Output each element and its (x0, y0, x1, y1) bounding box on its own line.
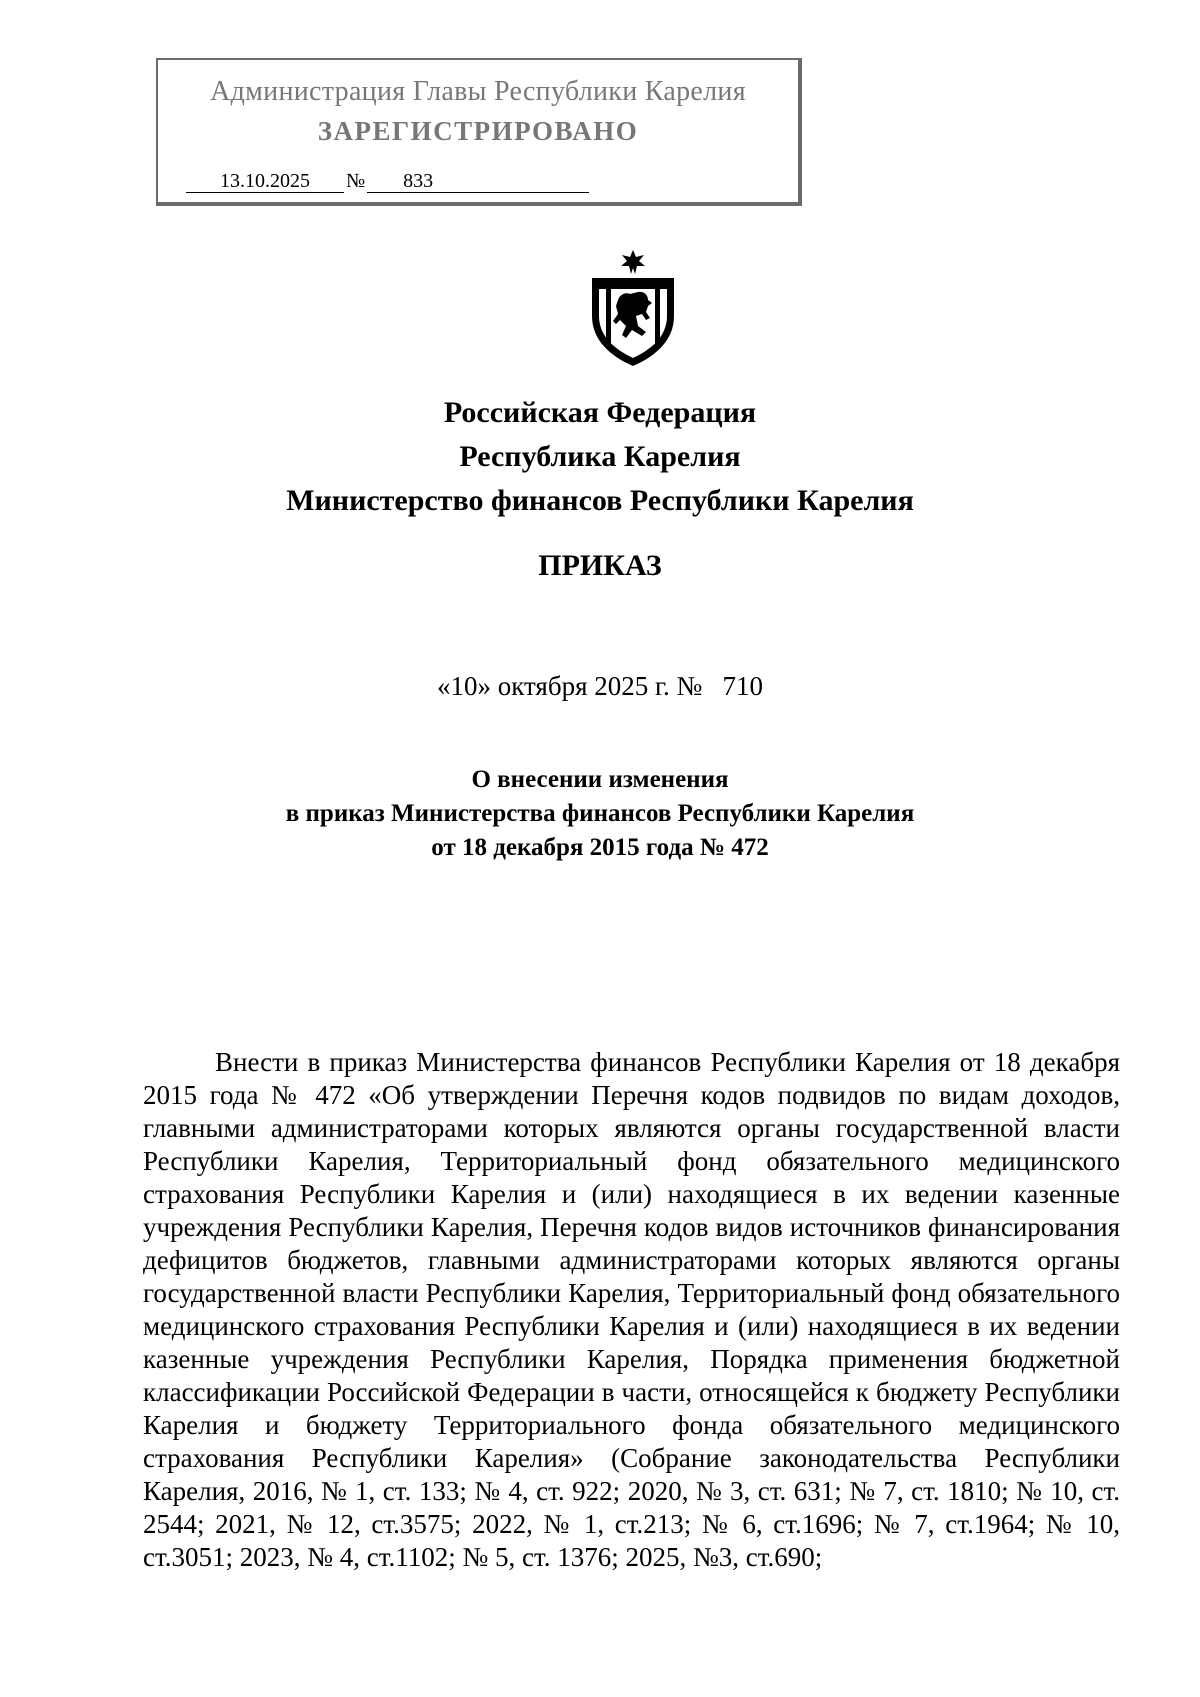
body-paragraph: Внести в приказ Министерства финансов Республики Карелия от 18 декабря 2015 года № 472 «Об утверждении Перечня кодов подвидов по видам доходов, главными администраторами которых являются органы государственной власти Республики Карелия, Территориальный фонд обязательного медицинского страхования Республики Карелия и (или) находящиеся в их ведении казенные учреждения Республики Карелия, Перечня кодов видов источников финансирования дефицитов бюджетов, главными администраторами которых являются органы государственной власти Республики Карелия, Территориальный фонд обязательного медицинского страхования Республики Карелия и (или) находящиеся в их ведении казенные учреждения Республики Карелия, Порядка применения бюджетной классификации Российской Федерации в части, относящейся к бюджету Республики Карелия и бюджету Территориального фонда обязательного медицинского страхования Республики Карелия» (Собрание законодательства Республики Карелия, 2016, № 1, ст. 133; № 4, ст. 922; 2020, № 3, ст. 631; № 7, ст. 1810; № 10, ст. 2544; 2021, № 12, ст.3575; 2022, № 1, ст.213; № 6, ст.1696; № 7, ст.1964; № 10, ст.3051; 2023, № 4, ст.1102; № 5, ст. 1376; 2025, №3, ст.690; (143, 1047, 1120, 1572)
karelia-coat-of-arms-icon (586, 248, 680, 368)
stamp-registration-line (186, 170, 589, 193)
stamp-authority: Администрация Главы Республики Карелия (210, 76, 746, 107)
stamp-number-sign: № (346, 170, 366, 192)
order-date-number: «10» октября 2025 г. № 710 (436, 671, 764, 701)
subject-line-2: в приказ Министерства финансов Республики Карелия (285, 800, 915, 827)
header-ministry: Министерство финансов Республики Карелия (286, 484, 914, 517)
document-type-title: ПРИКАЗ (538, 549, 662, 582)
stamp-date: 13.10.2025 (186, 170, 344, 193)
stamp-number: 833 (367, 170, 589, 193)
stamp-status: ЗАРЕГИСТРИРОВАНО (317, 116, 639, 146)
subject-line-1: О внесении изменения (471, 766, 729, 793)
header-republic: Республика Карелия (459, 440, 741, 473)
subject-line-3: от 18 декабря 2015 года № 472 (431, 834, 769, 861)
registration-stamp (156, 58, 802, 206)
header-country: Российская Федерация (443, 396, 757, 429)
